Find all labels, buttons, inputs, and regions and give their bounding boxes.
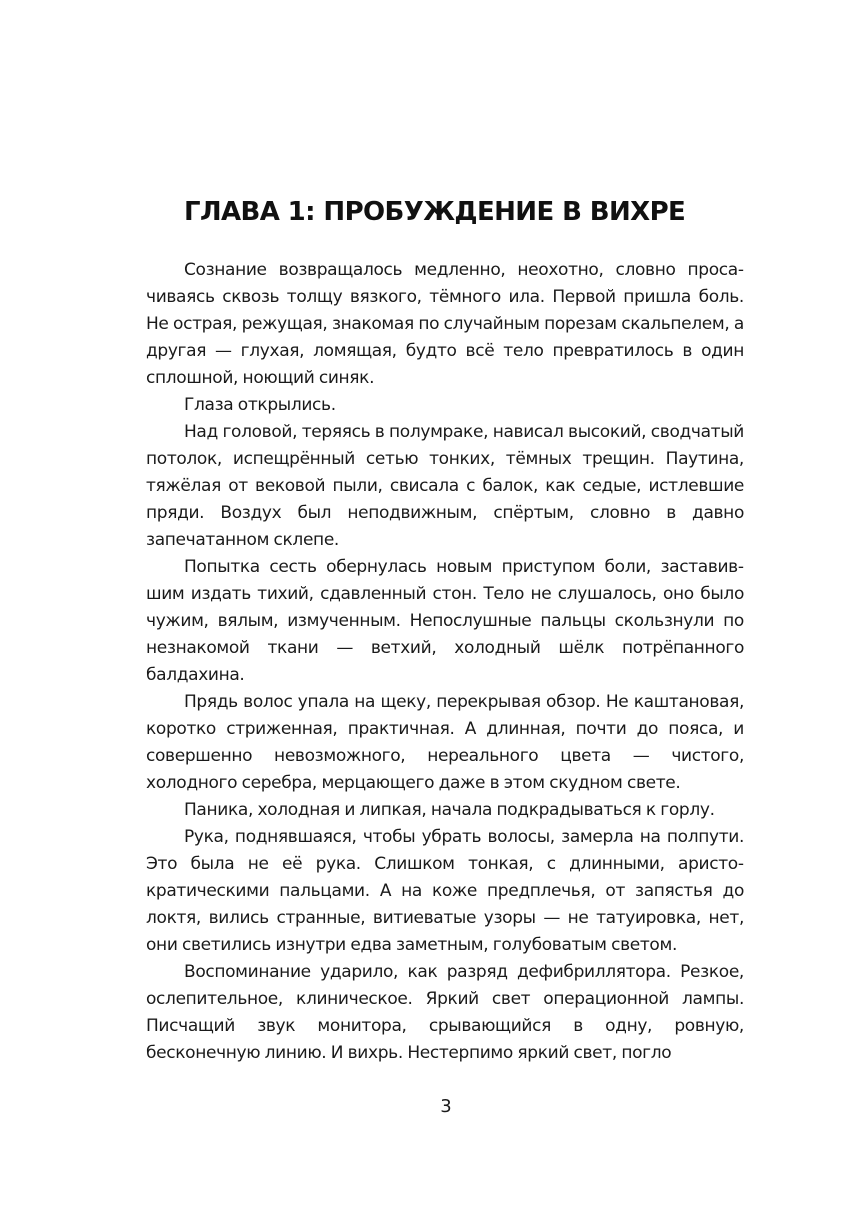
paragraph: Над головой, теряясь в полумраке, нависал высокий, сводчатый потолок, испещрённый сетью тонких, тёмных трещин. Паутина, тяжёлая от вековой пыли, свисала с балок, как седые, истлевшие пряди. Воздух был неподвижным, спёртым, словно в давно запечатанном склепе. — [146, 422, 744, 550]
page-number: 3 — [440, 1096, 452, 1117]
paragraph: Рука, поднявшаяся, чтобы убрать волосы, замерла на полпути. Это была не её рука. Слишком тонкая, с длинными, аристократическими пальцами. А на коже предплечья, от запястья до локтя, вились странные, витиеватые узоры — не татуировка, нет, они светились изнутри едва заметным, голубоватым светом. — [146, 827, 744, 955]
paragraph: Паника, холодная и липкая, начала подкрадываться к горлу. — [184, 800, 715, 820]
paragraph: Глаза открылись. — [184, 395, 336, 415]
chapter-title: ГЛАВА 1: ПРОБУЖДЕНИЕ В ВИХРЕ — [184, 197, 686, 227]
paragraph: Воспоминание ударило, как разряд дефибриллятора. Резкое, ослепительное, клиническое. Яркий свет операционной лампы. Писчащий звук монитора, срывающийся в одну, ровную, бесконечную линию. И вихрь. Нестерпимо яркий свет, погло — [146, 962, 744, 1063]
paragraph: Сознание возвращалось медленно, неохотно, словно просачиваясь сквозь толщу вязкого, тёмного ила. Первой пришла боль. Не острая, режущая, знакомая по случайным порезам скальпелем, а другая — глухая, ломящая, будто всё тело превратилось в один сплошной, ноющий синяк. — [146, 260, 744, 388]
paragraph: Попытка сесть обернулась новым приступом боли, заставившим издать тихий, сдавленный стон. Тело не слушалось, оно было чужим, вялым, измученным. Непослушные пальцы скользнули по незнакомой ткани — ветхий, холодный шёлк потрёпанного балдахина. — [146, 557, 744, 685]
paragraph: Прядь волос упала на щеку, перекрывая обзор. Не каштановая, коротко стриженная, практичная. А длинная, почти до пояса, и совершенно невозможного, нереального цвета — чистого, холодного серебра, мерцающего даже в этом скудном свете. — [146, 692, 744, 793]
chapter-body — [146, 257, 744, 1067]
